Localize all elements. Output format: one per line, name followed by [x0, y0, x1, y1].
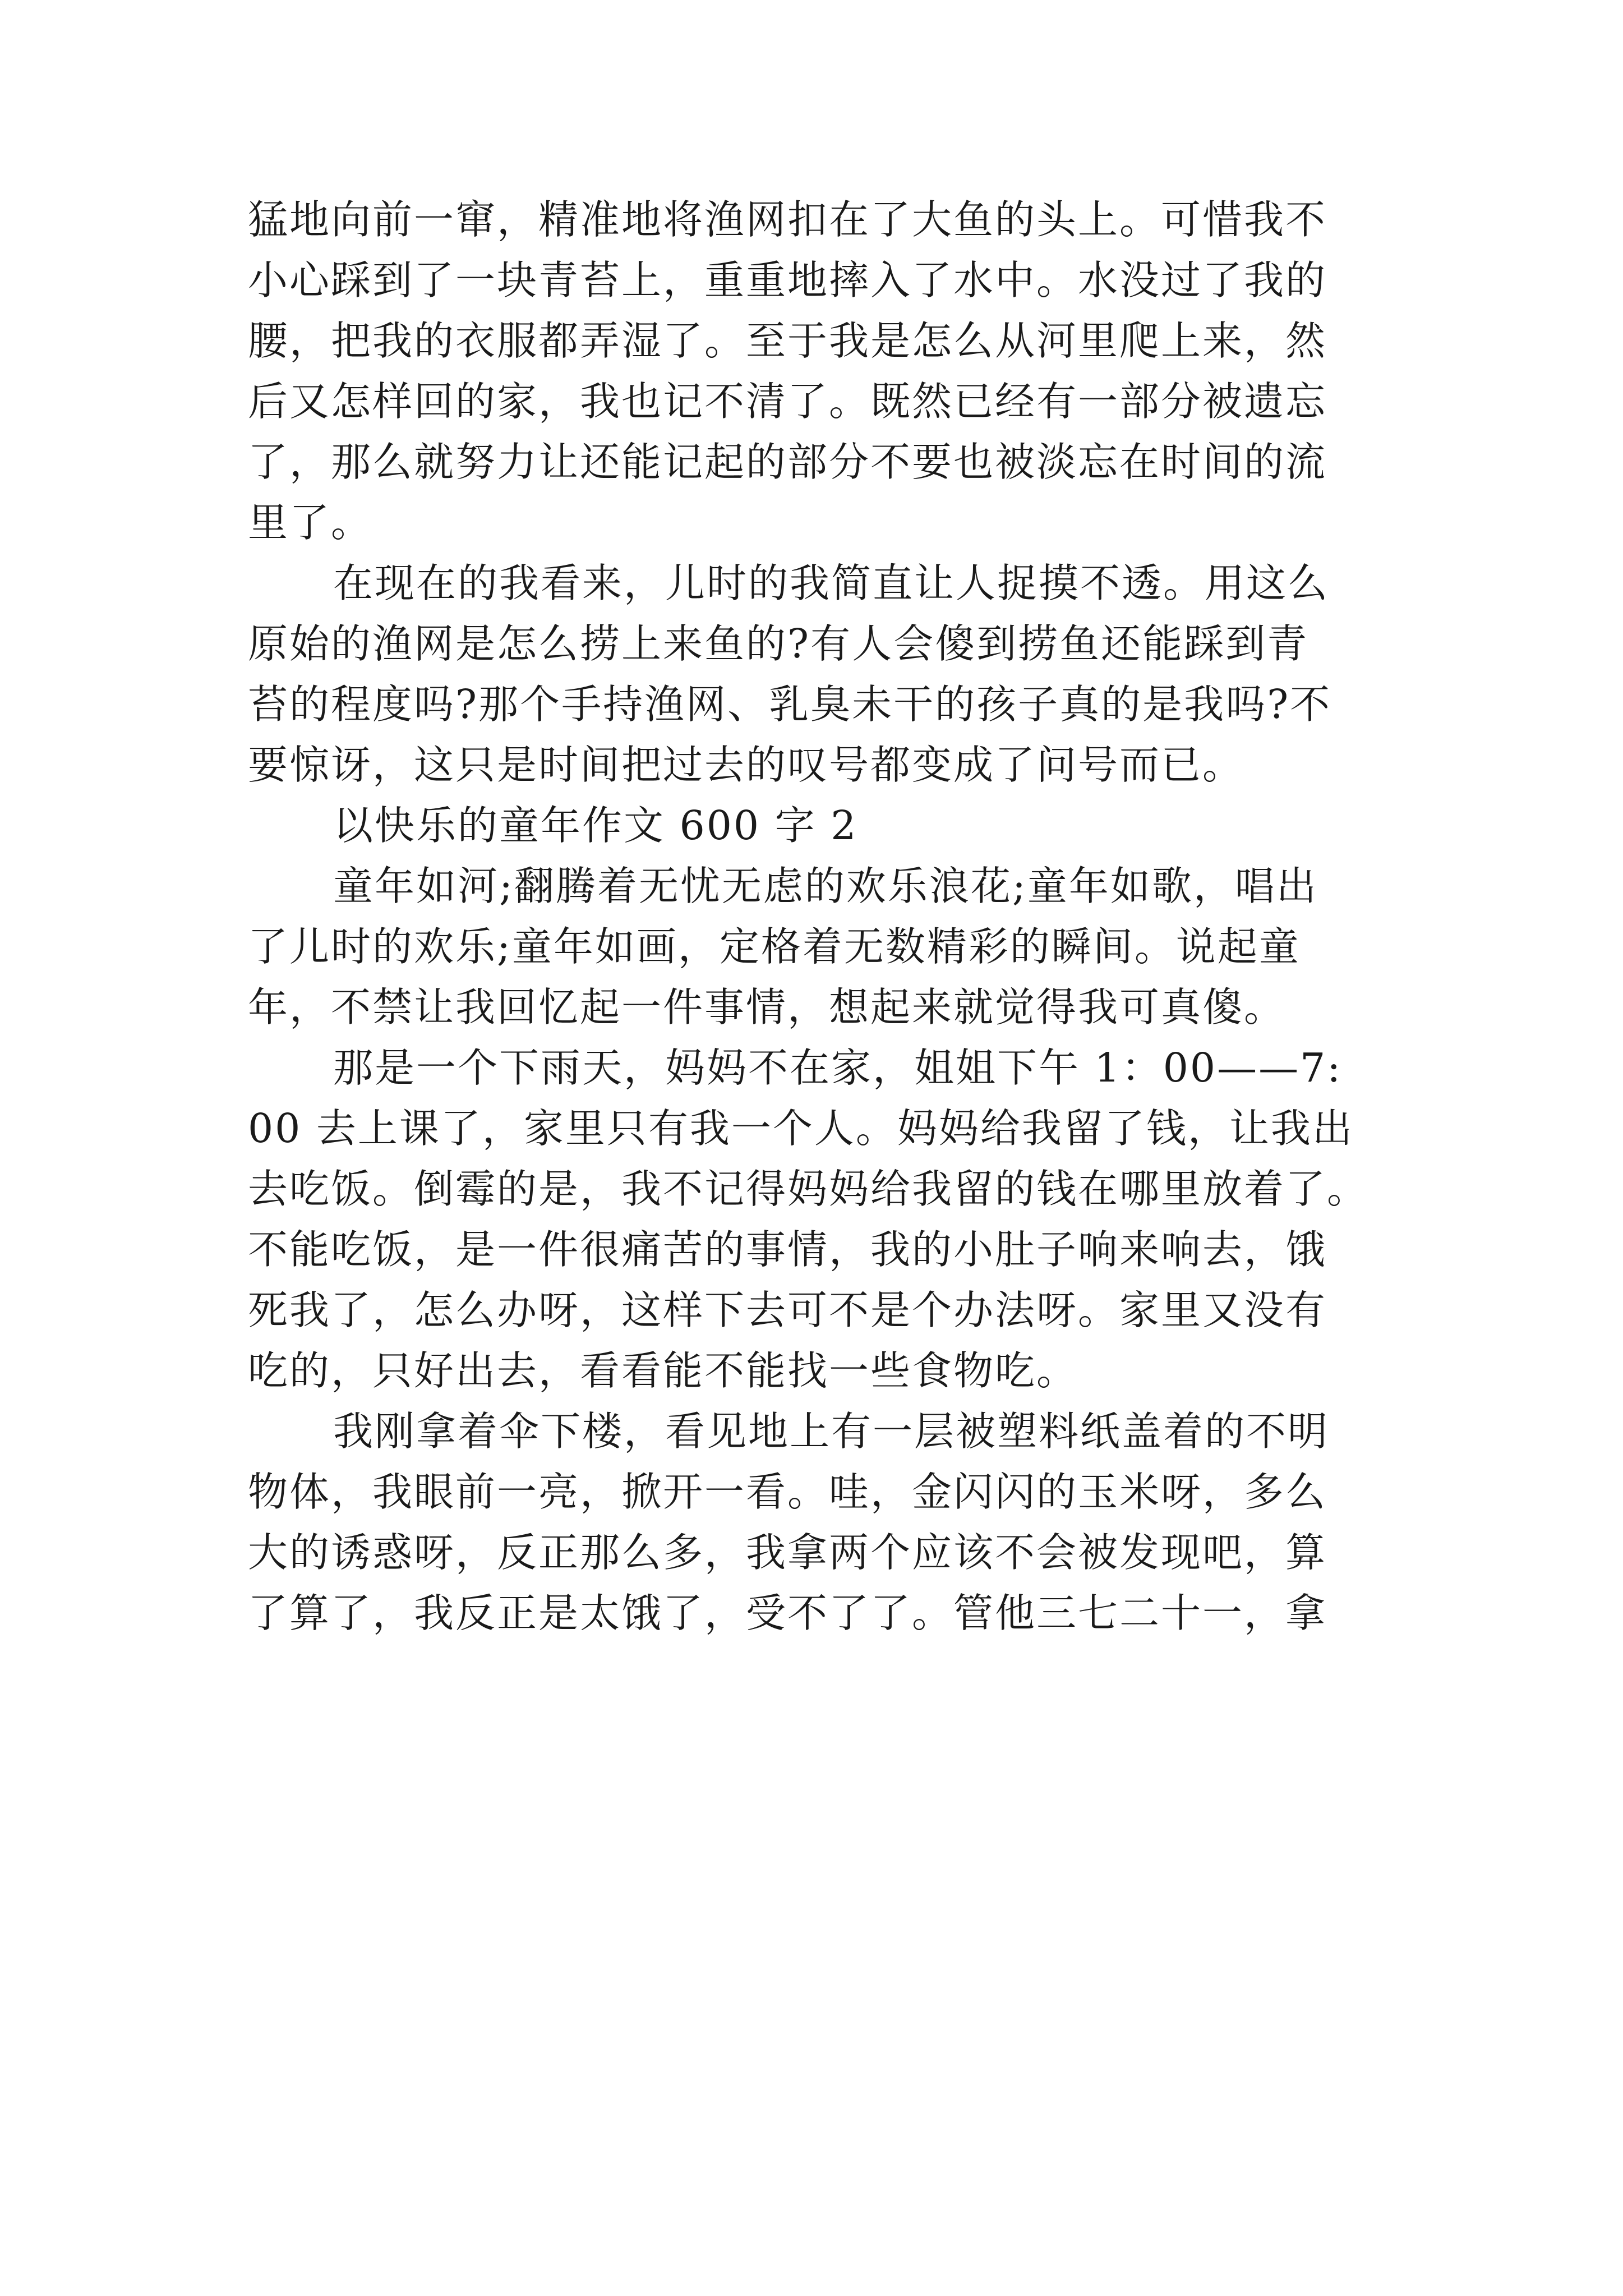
text-line: 后又怎样回的家，我也记不清了。既然已经有一部分被遗忘: [248, 378, 1327, 425]
text-line: 要惊讶，这只是时间把过去的叹号都变成了问号而已。: [248, 742, 1244, 788]
paragraph-start-line: 那是一个下雨天，妈妈不在家，姐姐下午 1：00——7:: [333, 1045, 1343, 1091]
text-line: 年，不禁让我回忆起一件事情，想起来就觉得我可真傻。: [248, 984, 1286, 1030]
text-line: 物体，我眼前一亮，掀开一看。哇，金闪闪的玉米呀，多么: [248, 1469, 1327, 1515]
paragraph-start-line: 在现在的我看来，儿时的我简直让人捉摸不透。用这么: [333, 560, 1330, 606]
paragraph-start-line: 我刚拿着伞下楼，看见地上有一层被塑料纸盖着的不明: [333, 1408, 1330, 1455]
text-line: 死我了，怎么办呀，这样下去可不是个办法呀。家里又没有: [248, 1287, 1327, 1333]
text-line: 大的诱惑呀，反正那么多，我拿两个应该不会被发现吧，算: [248, 1529, 1327, 1576]
text-line: 吃的，只好出去，看看能不能找一些食物吃。: [248, 1347, 1078, 1394]
text-line: 不能吃饭，是一件很痛苦的事情，我的小肚子响来响去，饿: [248, 1226, 1327, 1273]
text-line: 里了。: [248, 499, 373, 546]
text-line: 苔的程度吗?那个手持渔网、乳臭未干的孩子真的是我吗?不: [248, 681, 1332, 728]
document-body: [248, 190, 1375, 1644]
text-line: 去吃饭。倒霉的是，我不记得妈妈给我留的钱在哪里放着了。: [248, 1166, 1369, 1212]
paragraph-start-line: 童年如河;翻腾着无忧无虑的欢乐浪花;童年如歌，唱出: [333, 863, 1318, 909]
text-line: 00 去上课了，家里只有我一个人。妈妈给我留了钱，让我出: [248, 1105, 1354, 1152]
text-line: 腰，把我的衣服都弄湿了。至于我是怎么从河里爬上来，然: [248, 318, 1327, 364]
text-line: 了儿时的欢乐;童年如画，定格着无数精彩的瞬间。说起童: [248, 923, 1301, 970]
text-line: 猛地向前一窜，精准地将渔网扣在了大鱼的头上。可惜我不: [248, 196, 1327, 243]
text-line: 了，那么就努力让还能记起的部分不要也被淡忘在时间的流: [248, 439, 1327, 485]
section-heading: 以快乐的童年作文 600 字 2: [333, 802, 858, 849]
text-line: 了算了，我反正是太饿了，受不了了。管他三七二十一，拿: [248, 1590, 1327, 1636]
text-line: 原始的渔网是怎么捞上来鱼的?有人会傻到捞鱼还能踩到青: [248, 620, 1309, 667]
text-line: 小心踩到了一块青苔上，重重地摔入了水中。水没过了我的: [248, 257, 1327, 303]
